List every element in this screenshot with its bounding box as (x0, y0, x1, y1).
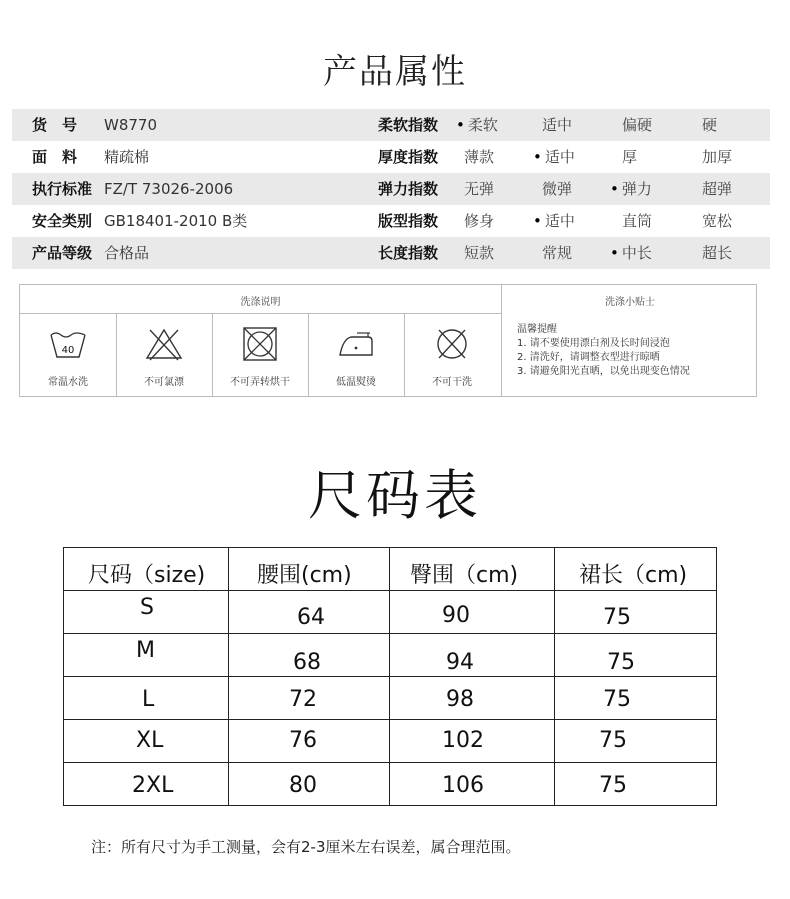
length-cell: 75 (555, 677, 717, 720)
index-label: 厚度指数 (378, 148, 439, 166)
header-cell: 裙长（cm) (555, 548, 717, 591)
attribute-value: 精疏棉 (104, 148, 150, 166)
index-option-selected: • 适中 (533, 148, 575, 166)
wash-label: 不可干洗 (432, 377, 472, 388)
hip-cell: 98 (390, 677, 555, 720)
attribute-row (12, 173, 770, 205)
no-bleach-icon (145, 327, 183, 361)
attribute-label: 货 号 (32, 116, 78, 134)
measurement-note: 注：所有尺寸为手工测量，会有2-3厘米左右误差，属合理范围。 (91, 838, 521, 856)
index-label: 弹力指数 (378, 180, 439, 198)
wash-header: 洗涤说明 (240, 297, 281, 308)
index-option: 微弹 (542, 180, 573, 198)
tips-title: 温馨提醒 (517, 324, 557, 335)
index-label: 版型指数 (378, 212, 439, 230)
waist-cell: 80 (229, 763, 390, 806)
index-option-selected: • 适中 (533, 212, 575, 230)
wash-cell (116, 315, 212, 397)
hip-cell: 94 (390, 634, 555, 677)
wash-label: 不可弄转烘干 (230, 377, 290, 388)
table-row (64, 634, 717, 677)
length-cell: 75 (555, 720, 717, 763)
wash-temp-label: 40 (61, 345, 75, 356)
hip-cell: 106 (390, 763, 555, 806)
wash-tips (517, 323, 690, 379)
attribute-row (12, 141, 770, 173)
index-option: 修身 (464, 212, 495, 230)
attributes-table (12, 109, 770, 269)
waist-cell: 72 (229, 677, 390, 720)
size-table (63, 547, 717, 806)
no-dry-clean-icon (433, 327, 471, 361)
wash-cell (404, 315, 500, 397)
size-chart-title: 尺码表 (308, 464, 482, 527)
wash-cell (20, 315, 116, 397)
attribute-row (12, 205, 770, 237)
wash-40-icon (49, 327, 87, 361)
index-option: 超弹 (702, 180, 733, 198)
no-tumble-dry-icon (241, 327, 279, 361)
low-iron-icon (337, 327, 375, 361)
length-cell: 75 (555, 763, 717, 806)
index-label: 长度指数 (378, 244, 439, 262)
attribute-label: 产品等级 (32, 244, 93, 262)
size-table-header (64, 548, 717, 591)
table-row (64, 677, 717, 720)
size-cell: L (64, 677, 229, 720)
size-cell: S (64, 591, 229, 634)
attribute-row (12, 109, 770, 141)
attribute-value: FZ/T 73026-2006 (104, 180, 234, 198)
tip-item: 1. 请不要使用漂白剂及长时间浸泡 (517, 338, 670, 349)
index-option: 无弹 (464, 180, 495, 198)
length-cell: 75 (555, 591, 717, 634)
index-option: 薄款 (464, 148, 495, 166)
header-cell: 腰围(cm) (229, 548, 390, 591)
tip-item: 2. 清洗好，请调整衣型进行晾晒 (517, 352, 660, 363)
table-row (64, 720, 717, 763)
attribute-row (12, 237, 770, 269)
index-option-selected: • 中长 (610, 244, 652, 262)
attribute-value: 合格品 (104, 244, 150, 262)
attribute-value: GB18401-2010 B类 (104, 212, 248, 230)
index-option: 常规 (542, 244, 573, 262)
wash-tips-header: 洗涤小贴士 (605, 297, 655, 308)
waist-cell: 76 (229, 720, 390, 763)
size-cell: 2XL (64, 763, 229, 806)
attribute-label: 执行标准 (32, 180, 93, 198)
index-option-selected: • 弹力 (610, 180, 652, 198)
index-option: 硬 (702, 116, 718, 134)
table-row (64, 591, 717, 634)
hip-cell: 90 (390, 591, 555, 634)
index-option: 加厚 (702, 148, 733, 166)
index-option: 适中 (542, 116, 573, 134)
attribute-label: 安全类别 (32, 212, 93, 230)
index-option: 偏硬 (622, 116, 653, 134)
wash-cell (212, 315, 308, 397)
index-option: 直筒 (622, 212, 653, 230)
index-option-selected: • 柔软 (456, 116, 498, 134)
index-option: 宽松 (702, 212, 733, 230)
index-option: 厚 (622, 148, 638, 166)
size-cell: M (64, 634, 229, 677)
wash-label: 低温熨烫 (336, 377, 376, 388)
size-cell: XL (64, 720, 229, 763)
hip-cell: 102 (390, 720, 555, 763)
index-option: 短款 (464, 244, 495, 262)
header-cell: 臀围（cm) (390, 548, 555, 591)
index-label: 柔软指数 (378, 116, 439, 134)
wash-instructions-table (19, 284, 757, 397)
tip-item: 3. 请避免阳光直晒，以免出现变色情况 (517, 366, 690, 377)
attribute-label: 面 料 (32, 148, 78, 166)
table-row (64, 763, 717, 806)
wash-label: 不可氯漂 (144, 377, 184, 388)
length-cell: 75 (555, 634, 717, 677)
wash-label: 常温水洗 (48, 377, 88, 388)
attributes-title: 产品属性 (323, 52, 467, 92)
attribute-value: W8770 (104, 116, 158, 134)
wash-cell (308, 315, 404, 397)
waist-cell: 68 (229, 634, 390, 677)
header-cell: 尺码（size) (64, 548, 229, 591)
index-option: 超长 (702, 244, 733, 262)
waist-cell: 64 (229, 591, 390, 634)
